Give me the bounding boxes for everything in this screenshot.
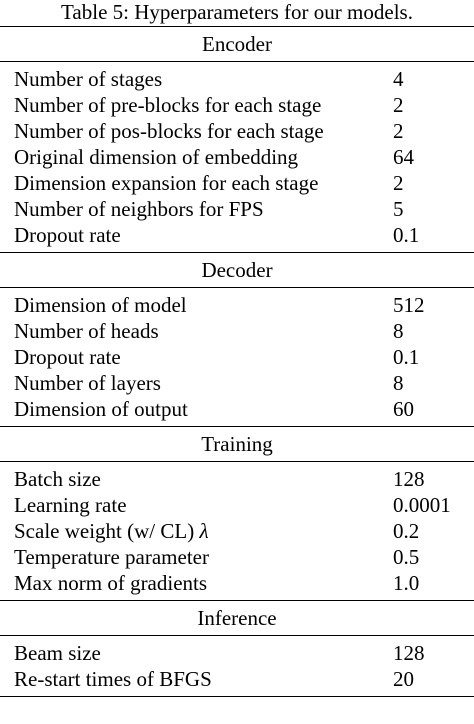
param-value: 2 xyxy=(393,171,404,195)
param-value: 5 xyxy=(393,197,404,221)
param-name: Number of neighbors for FPS xyxy=(14,197,264,221)
table-row xyxy=(0,666,474,692)
table-row xyxy=(0,92,474,118)
section-rows-training xyxy=(0,462,474,600)
table-row xyxy=(0,544,474,570)
param-value: 4 xyxy=(393,67,404,91)
table-row xyxy=(0,222,474,248)
param-name: Re-start times of BFGS xyxy=(14,667,212,691)
param-value: 0.1 xyxy=(393,345,420,369)
section-header-inference: Inference xyxy=(197,606,277,630)
table-row xyxy=(0,66,474,92)
param-name: Number of pre-blocks for each stage xyxy=(14,93,322,117)
table-row xyxy=(0,570,474,596)
param-value: 0.1 xyxy=(393,223,420,247)
bottom-rule xyxy=(0,696,474,697)
param-value: 8 xyxy=(393,371,404,395)
param-value: 0.0001 xyxy=(393,493,451,517)
param-name: Original dimension of embedding xyxy=(14,145,299,169)
table-row xyxy=(0,370,474,396)
param-value: 60 xyxy=(393,397,414,421)
table-row xyxy=(0,196,474,222)
table-row xyxy=(0,640,474,666)
param-name: Learning rate xyxy=(14,493,127,517)
table-row xyxy=(0,118,474,144)
param-name: Scale weight (w/ CL) λ xyxy=(14,519,209,543)
table-row xyxy=(0,292,474,318)
table-row xyxy=(0,492,474,518)
param-value: 1.0 xyxy=(393,571,420,595)
table-row xyxy=(0,144,474,170)
section-rows-decoder xyxy=(0,288,474,426)
table-row xyxy=(0,170,474,196)
section-header-encoder: Encoder xyxy=(202,32,272,56)
hyperparameter-table xyxy=(0,26,474,697)
param-value: 0.2 xyxy=(393,519,420,543)
table-row xyxy=(0,318,474,344)
param-value: 8 xyxy=(393,319,404,343)
param-value: 0.5 xyxy=(393,545,420,569)
param-name: Dropout rate xyxy=(14,345,121,369)
param-name: Batch size xyxy=(14,467,101,491)
lambda-symbol: λ xyxy=(199,519,209,543)
section-rows-encoder xyxy=(0,62,474,252)
param-name: Dimension expansion for each stage xyxy=(14,171,319,195)
table-row xyxy=(0,396,474,422)
param-name: Number of stages xyxy=(14,67,163,91)
param-value: 20 xyxy=(393,667,414,691)
param-value: 2 xyxy=(393,119,404,143)
param-value: 512 xyxy=(393,293,425,317)
param-name: Max norm of gradients xyxy=(14,571,208,595)
param-name: Number of layers xyxy=(14,371,161,395)
param-value: 128 xyxy=(393,641,425,665)
param-value: 128 xyxy=(393,467,425,491)
section-header-decoder: Decoder xyxy=(201,258,273,282)
param-name: Dropout rate xyxy=(14,223,121,247)
param-name: Dimension of model xyxy=(14,293,187,317)
param-name: Dimension of output xyxy=(14,397,188,421)
param-name: Number of pos-blocks for each stage xyxy=(14,119,324,143)
table-caption: Table 5: Hyperparameters for our models. xyxy=(61,0,413,24)
param-value: 64 xyxy=(393,145,414,169)
section-header-training: Training xyxy=(201,432,273,456)
table-row xyxy=(0,466,474,492)
table-row xyxy=(0,344,474,370)
param-name: Beam size xyxy=(14,641,101,665)
table-row xyxy=(0,518,474,544)
param-name: Temperature parameter xyxy=(14,545,209,569)
section-rows-inference xyxy=(0,636,474,696)
param-name: Number of heads xyxy=(14,319,159,343)
param-value: 2 xyxy=(393,93,404,117)
